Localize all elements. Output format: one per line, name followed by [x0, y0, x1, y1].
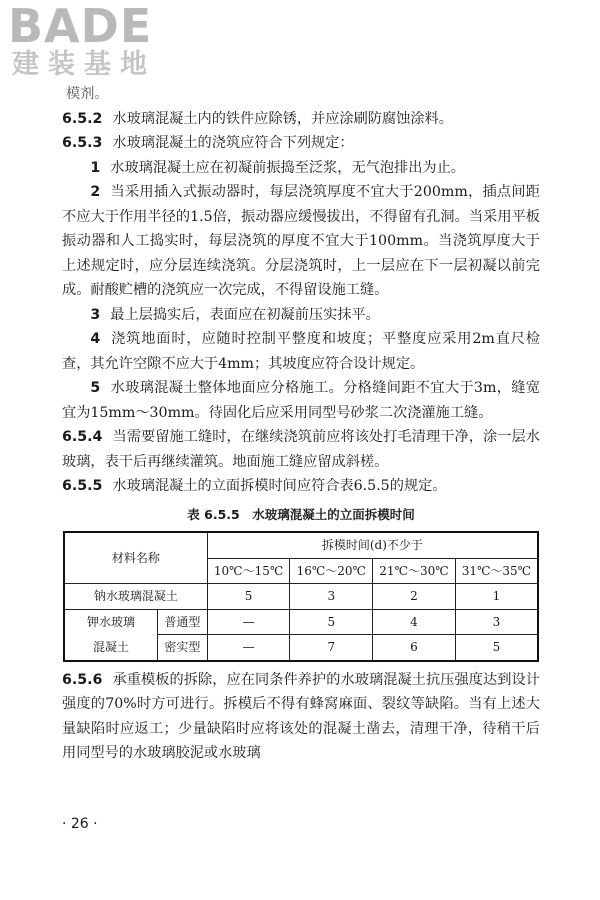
table-cell: — — [207, 609, 290, 635]
potassium-label — [64, 609, 158, 661]
table-cell: 7 — [290, 635, 373, 661]
clause-text: 水玻璃混凝土的浇筑应符合下列规定： — [112, 135, 354, 151]
table-cell: 4 — [373, 609, 456, 635]
demolding-time-table — [63, 531, 539, 662]
item-4 — [62, 327, 540, 376]
temp-1: 10℃～15℃ — [207, 558, 290, 584]
item-5 — [62, 376, 540, 425]
item-1 — [62, 156, 540, 181]
temp-3: 21℃～30℃ — [373, 558, 456, 584]
table-title: 表 6.5.5 水玻璃混凝土的立面拆模时间 — [187, 506, 415, 522]
row-label: 密实型 — [158, 635, 208, 661]
table-cell: 5 — [290, 609, 373, 635]
item-number: 3 — [90, 306, 101, 323]
item-number: 4 — [90, 331, 101, 347]
clause-number: 6.5.2 — [62, 110, 103, 127]
clause-number: 6.5.3 — [62, 135, 103, 151]
item-text: 浇筑地面时，应随时控制平整度和坡度；平整度应采用2m直尺检查，其允许空隙不应大于4mm；其坡度应符合设计规定。 — [62, 331, 540, 372]
logo-subtitle: 建装基地 — [12, 49, 156, 80]
item-number: 5 — [90, 380, 101, 396]
top-fragment: 模剂。 — [66, 86, 109, 102]
row-label: 普通型 — [158, 609, 208, 635]
table-cell: — — [207, 635, 290, 661]
document-page — [62, 82, 540, 766]
item-number: 1 — [90, 159, 101, 176]
potassium-label-a: 钾水玻璃 — [86, 615, 135, 629]
watermark-logo — [8, 2, 178, 80]
page-number: · 26 · — [62, 816, 98, 832]
potassium-label-b: 混凝土 — [92, 639, 129, 654]
clause-text: 当需要留施工缝时，在继续浇筑前应将该处打毛清理干净，涂一层水玻璃，表干后再继续灌筑。地面施工缝应留成斜槎。 — [62, 429, 540, 470]
table-cell: 5 — [455, 635, 538, 661]
logo-word: BADE — [8, 0, 153, 53]
table-cell: 6 — [373, 635, 456, 661]
clause-text: 水玻璃混凝土内的铁件应除锈，并应涂刷防腐蚀涂料。 — [112, 110, 453, 127]
clause-number: 6.5.4 — [62, 429, 103, 445]
table-cell: 1 — [455, 584, 538, 610]
item-text: 最上层捣实后，表面应在初凝前压实抹平。 — [110, 306, 380, 323]
table-cell: 2 — [373, 584, 456, 610]
clause-text: 承重模板的拆除，应在同条件养护的水玻璃混凝土抗压强度达到设计强度的70%时方可进行。拆模后不得有蜂窝麻面、裂纹等缺陷。当有上述大量缺陷时应返工；少量缺陷时应将该处的混凝土凿去，清理干净，待稍干后用同型号的水玻璃胶泥或水玻璃 — [62, 671, 540, 761]
header-material: 材料名称 — [64, 532, 207, 584]
clause-6-5-4 — [62, 425, 540, 474]
table-header-row — [64, 532, 538, 558]
clause-6-5-3 — [62, 131, 540, 156]
header-time: 拆模时间(d)不少于 — [207, 532, 538, 558]
table-row — [64, 584, 538, 610]
table-cell: 3 — [455, 609, 538, 635]
item-text: 水玻璃混凝土应在初凝前振捣至泛浆，无气泡排出为止。 — [110, 159, 465, 176]
clause-6-5-2 — [62, 107, 540, 132]
clause-number: 6.5.5 — [62, 478, 103, 494]
clause-number: 6.5.6 — [62, 671, 103, 688]
row-label: 钠水玻璃混凝土 — [64, 584, 207, 610]
item-text: 当采用插入式振动器时，每层浇筑厚度不宜大于200mm，插点间距不应大于作用半径的1.5倍，振动器应缓慢拔出，不得留有孔洞。当采用平板振动器和人工捣实时，每层浇筑的厚度不宜大于100mm。当浇筑厚度大于上述规定时，应分层连续浇筑。分层浇筑时，上一层应在下一层初凝以前完成。耐酸贮槽的浇筑应一次完成，不得留设施工缝。 — [62, 184, 540, 298]
item-2 — [62, 180, 540, 303]
item-number: 2 — [90, 184, 101, 200]
temp-2: 16℃～20℃ — [290, 558, 373, 584]
clause-6-5-6 — [62, 668, 540, 766]
table-cell: 3 — [290, 584, 373, 610]
table-row — [64, 609, 538, 635]
temp-4: 31℃～35℃ — [455, 558, 538, 584]
item-3 — [62, 303, 540, 328]
clause-text: 水玻璃混凝土的立面拆模时间应符合表6.5.5的规定。 — [112, 478, 447, 494]
item-text: 水玻璃混凝土整体地面应分格施工。分格缝间距不宜大于3m，缝宽宜为15mm～30mm。待固化后应采用同型号砂浆二次浇灌施工缝。 — [62, 380, 540, 421]
table-cell: 5 — [207, 584, 290, 610]
clause-6-5-5 — [62, 474, 540, 499]
